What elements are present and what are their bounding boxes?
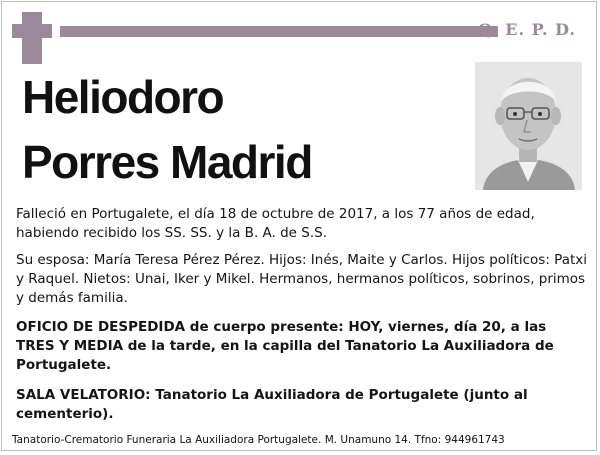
obituary-card xyxy=(1,1,597,451)
funeral-home-footer: Tanatorio-Crematorio Funeraria La Auxiliadora Portugalete. M. Unamuno 14. Tfno: 944961743 xyxy=(12,434,505,446)
funeral-service-text xyxy=(16,318,588,375)
deceased-photo xyxy=(475,62,582,190)
cross-icon xyxy=(22,12,42,64)
death-notice-text: Falleció en Portugalete, el día 18 de octubre de 2017, a los 77 años de edad, habiendo recibido los SS. SS. y la B. A. de S.S. xyxy=(16,206,535,241)
header-bar xyxy=(60,26,498,37)
deceased-first-name: Heliodoro xyxy=(22,71,224,123)
funeral-service-details: de cuerpo presente: HOY, viernes, día 20, a las TRES Y MEDIA de la tarde, en la capilla del Tanatorio La Auxiliadora de Portugalete. xyxy=(16,319,554,373)
deceased-surnames: Porres Madrid xyxy=(22,136,312,188)
portrait-image xyxy=(475,62,582,190)
family-text: Su esposa: María Teresa Pérez Pérez. Hijos: Inés, Maite y Carlos. Hijos políticos: Patxi y Raquel. Nietos: Unai, Iker y Mikel. Hermanos, hermanos políticos, sobrinos, primos y demás familia. xyxy=(16,252,587,306)
cross-icon-arm xyxy=(12,24,52,38)
wake-room-text: SALA VELATORIO: Tanatorio La Auxiliadora de Portugalete (junto al cementerio). xyxy=(16,387,528,422)
rip-label: Q. E. P. D. xyxy=(477,20,576,39)
funeral-service-label: OFICIO DE DESPEDIDA xyxy=(16,319,186,335)
